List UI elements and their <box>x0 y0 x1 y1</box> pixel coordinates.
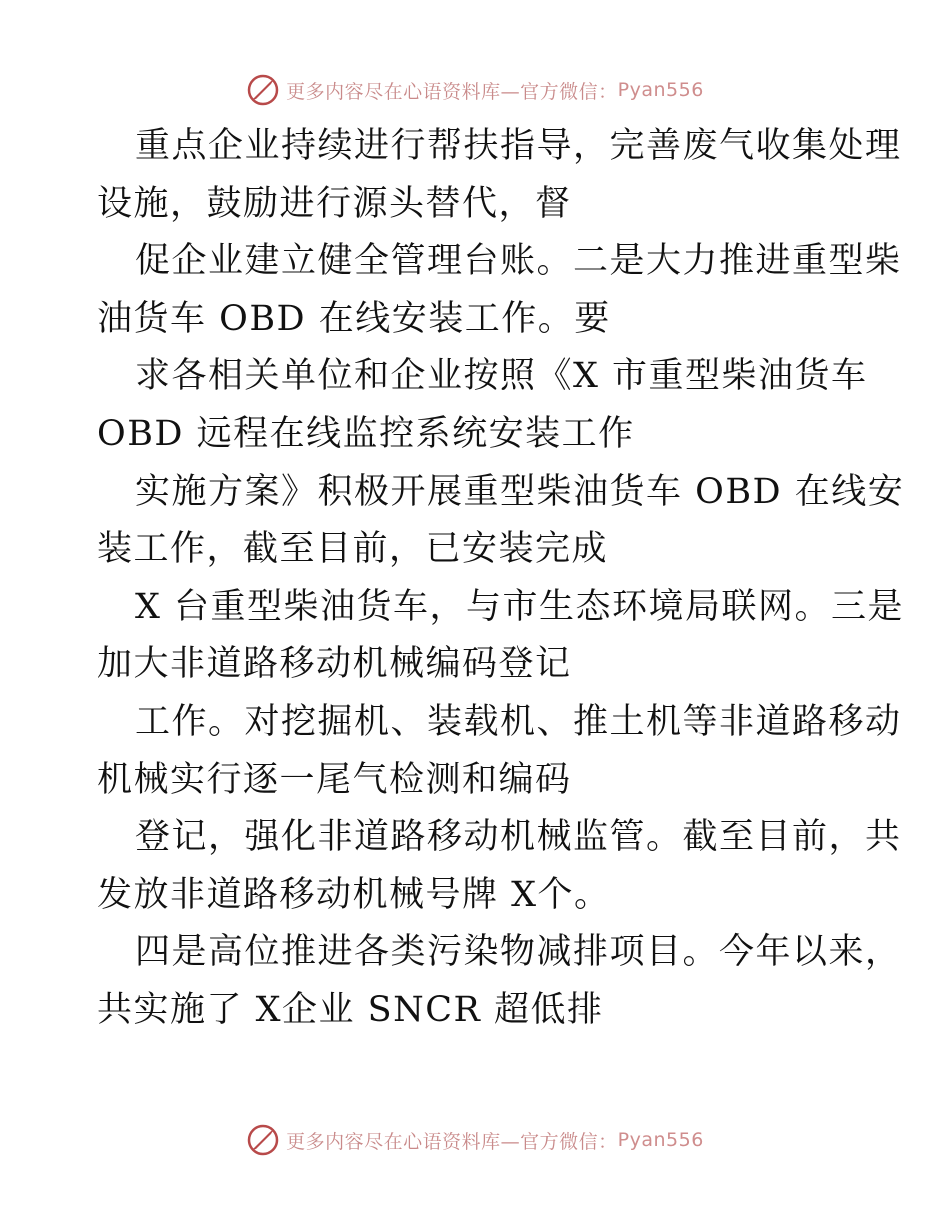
feather-pen-icon <box>246 73 280 107</box>
header-watermark <box>0 70 950 110</box>
text-line-11: 工作。对挖掘机、装载机、推土机等非道路移动 <box>135 701 902 742</box>
text-line-12: 机械实行逐一尾气检测和编码 <box>97 759 572 800</box>
text-line-1: 重点企业持续进行帮扶指导，完善废气收集处理 <box>135 126 902 166</box>
text-line-8: 装工作，截至目前，已安装完成 <box>97 529 609 570</box>
watermark-text: 更多内容尽在心语资料库—官方微信： <box>286 80 618 103</box>
feather-pen-icon <box>246 1123 280 1157</box>
text-line-2: 设施，鼓励进行源头替代，督 <box>97 183 572 224</box>
text-line-9: X 台重型柴油货车，与市生态环境局联网。三是 <box>135 586 905 627</box>
document-body <box>97 118 905 1040</box>
watermark-wechat-id: Pyan556 <box>617 1129 704 1151</box>
watermark-wechat-id: Pyan556 <box>617 79 704 101</box>
text-line-7: 实施方案》积极开展重型柴油货车 OBD 在线安 <box>135 471 905 512</box>
text-line-6: OBD 远程在线监控系统安装工作 <box>97 413 635 454</box>
watermark-text: 更多内容尽在心语资料库—官方微信： <box>286 1130 618 1153</box>
text-line-15: 四是高位推进各类污染物减排项目。今年以来， <box>135 932 902 973</box>
text-line-3: 促企业建立健全管理台账。二是大力推进重型柴 <box>135 241 902 282</box>
text-line-13: 登记，强化非道路移动机械监管。截至目前，共 <box>135 817 902 858</box>
text-line-16: 共实施了 X企业 SNCR 超低排 <box>97 989 604 1030</box>
text-line-14: 发放非道路移动机械号牌 X个。 <box>97 874 611 915</box>
text-line-5: 求各相关单位和企业按照《X 市重型柴油货车 <box>135 356 868 397</box>
text-line-4: 油货车 OBD 在线安装工作。要 <box>97 298 611 339</box>
text-line-10: 加大非道路移动机械编码登记 <box>97 644 572 685</box>
footer-watermark <box>0 1120 950 1160</box>
